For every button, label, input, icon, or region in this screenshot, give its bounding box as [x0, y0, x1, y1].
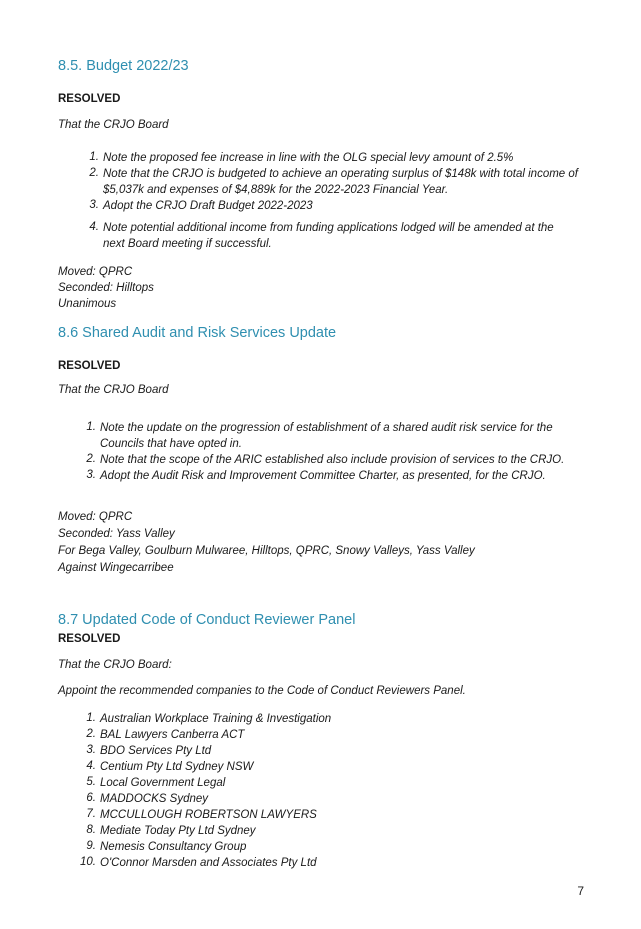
list-item-text: BAL Lawyers Canberra ACT	[100, 729, 245, 741]
list-item	[89, 220, 578, 252]
vote-record-audit	[58, 509, 475, 576]
list-item	[89, 166, 578, 198]
budget-resolution-list	[89, 150, 578, 252]
reviewer-panel-list	[80, 711, 332, 871]
list-item	[86, 468, 564, 484]
list-item-number: 4.	[89, 221, 99, 233]
list-item-number: 4.	[86, 760, 96, 772]
resolved-label-audit: RESOLVED	[58, 360, 121, 372]
list-item	[86, 839, 331, 855]
list-item-text-continued: $5,037k and expenses of $4,889k for the 2022-2023 Financial Year.	[103, 184, 449, 196]
list-item-number: 2.	[86, 453, 96, 465]
list-item	[86, 775, 331, 791]
seconded-by: Seconded: Hilltops	[58, 282, 154, 294]
list-item-number: 1.	[89, 151, 99, 163]
intro-audit: That the CRJO Board	[58, 384, 169, 396]
list-item-text: Note that the scope of the ARIC established also include provision of services to the CRJO.	[100, 454, 565, 466]
list-item	[86, 807, 331, 823]
list-item-number: 3.	[86, 744, 96, 756]
list-item-number: 10.	[80, 856, 96, 868]
section-heading-conduct: 8.7 Updated Code of Conduct Reviewer Panel	[58, 612, 356, 628]
list-item-number: 6.	[86, 792, 96, 804]
vote-record-budget	[58, 264, 154, 312]
votes-against: Against Wingecarribee	[58, 562, 174, 574]
list-item	[86, 823, 331, 839]
list-item	[86, 420, 564, 452]
list-item-text: Mediate Today Pty Ltd Sydney	[100, 825, 256, 837]
list-item-number: 2.	[86, 728, 96, 740]
list-item	[86, 743, 331, 759]
list-item-text: Adopt the Audit Risk and Improvement Committee Charter, as presented, for the CRJO.	[100, 470, 546, 482]
list-item	[86, 452, 565, 468]
intro-conduct: That the CRJO Board:	[58, 659, 172, 671]
list-item	[86, 791, 331, 807]
list-item-text: Note that the CRJO is budgeted to achieve an operating surplus of $148k with total income of	[103, 168, 578, 180]
list-item-number: 3.	[89, 199, 99, 211]
list-item-text-continued: next Board meeting if successful.	[103, 238, 272, 250]
resolved-label-conduct: RESOLVED	[58, 633, 121, 645]
vote-outcome: Unanimous	[58, 298, 117, 310]
section-heading-budget: 8.5. Budget 2022/23	[58, 58, 189, 74]
list-item	[80, 855, 331, 871]
list-item-number: 2.	[89, 167, 99, 179]
list-item-text: Nemesis Consultancy Group	[100, 841, 247, 853]
list-item-number: 3.	[86, 469, 96, 481]
moved-by: Moved: QPRC	[58, 511, 133, 523]
list-item-number: 1.	[86, 712, 96, 724]
list-item	[89, 150, 578, 166]
moved-by: Moved: QPRC	[58, 266, 133, 278]
list-item-text: Australian Workplace Training & Investigation	[100, 713, 332, 725]
list-item	[89, 198, 578, 214]
list-item-number: 1.	[86, 421, 96, 433]
list-item-text: BDO Services Pty Ltd	[100, 745, 212, 757]
list-item-text: Note potential additional income from funding applications lodged will be amended at the	[103, 222, 554, 234]
list-item	[86, 727, 331, 743]
resolved-label-budget: RESOLVED	[58, 93, 121, 105]
list-item-text: Note the update on the progression of establishment of a shared audit risk service for the	[100, 422, 553, 434]
list-item-number: 9.	[86, 840, 96, 852]
list-item-text: MCCULLOUGH ROBERTSON LAWYERS	[100, 809, 317, 821]
audit-resolution-list	[86, 420, 565, 484]
list-item-text: Adopt the CRJO Draft Budget 2022-2023	[103, 200, 313, 212]
intro-budget: That the CRJO Board	[58, 119, 169, 131]
appoint-statement: Appoint the recommended companies to the Code of Conduct Reviewers Panel.	[58, 685, 466, 697]
list-item	[86, 759, 331, 775]
list-item-number: 8.	[86, 824, 96, 836]
list-item-number: 5.	[86, 776, 96, 788]
list-item-number: 7.	[86, 808, 96, 820]
list-item-text: MADDOCKS Sydney	[100, 793, 209, 805]
list-item-text: Local Government Legal	[100, 777, 226, 789]
list-item-text: Note the proposed fee increase in line with the OLG special levy amount of 2.5%	[103, 152, 514, 164]
seconded-by: Seconded: Yass Valley	[58, 528, 175, 540]
votes-for: For Bega Valley, Goulburn Mulwaree, Hilltops, QPRC, Snowy Valleys, Yass Valley	[58, 545, 475, 557]
list-item	[86, 711, 332, 727]
list-item-text: O'Connor Marsden and Associates Pty Ltd	[100, 857, 317, 869]
page-number: 7	[577, 884, 584, 898]
list-item-text-continued: Councils that have opted in.	[100, 438, 242, 450]
section-heading-audit: 8.6 Shared Audit and Risk Services Update	[58, 325, 337, 341]
list-item-text: Centium Pty Ltd Sydney NSW	[100, 761, 254, 773]
